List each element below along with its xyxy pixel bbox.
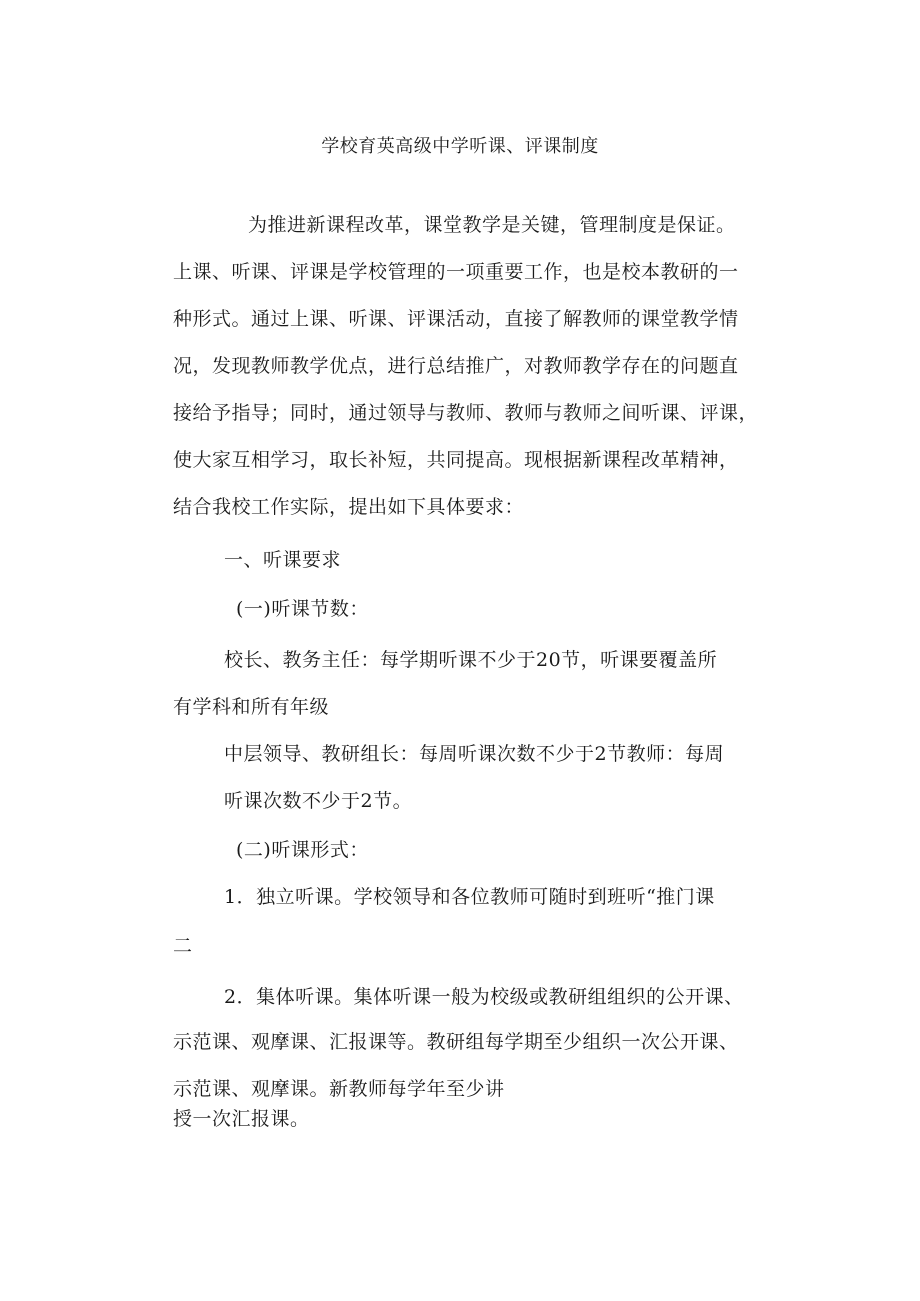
paragraph-line: 有学科和所有年级: [173, 696, 330, 718]
list-item-line: 1．独立听课。学校领导和各位教师可随时到班听“推门课: [224, 886, 715, 908]
intro-line: 上课、听课、评课是学校管理的一项重要工作，也是校本教研的一: [173, 261, 739, 283]
intro-line: 结合我校工作实际，提出如下具体要求：: [173, 496, 525, 518]
list-item-line: 示范课、观摩课。新教师每学年至少讲: [173, 1078, 505, 1100]
subsection-heading: (二)听课形式：: [236, 839, 369, 861]
list-item-line: 2．集体听课。集体听课一般为校级或教研组组织的公开课、: [224, 986, 744, 1008]
paragraph-line: 中层领导、教研组长：每周听课次数不少于2节教师：每周: [224, 743, 725, 765]
intro-line: 使大家互相学习，取长补短，共同提高。现根据新课程改革精神，: [173, 449, 739, 471]
subsection-heading: (一)听课节数：: [236, 598, 369, 620]
section-heading: 一、听课要求: [224, 549, 342, 571]
paragraph-line: 校长、教务主任：每学期听课不少于20节，听课要覆盖所: [224, 649, 718, 671]
intro-line: 为推进新课程改革，课堂教学是关键，管理制度是保证。: [248, 214, 736, 236]
list-item-line: 授一次汇报课。: [173, 1108, 310, 1130]
intro-line: 种形式。通过上课、听课、评课活动，直接了解教师的课堂教学情: [173, 308, 739, 330]
document-title: 学校育英高级中学听课、评课制度: [321, 136, 599, 157]
intro-line: 况，发现教师教学优点，进行总结推广，对教师教学存在的问题直: [173, 355, 739, 377]
paragraph-line: 听课次数不少于2节。: [224, 790, 413, 812]
list-item-line: 示范课、观摩课、汇报课等。教研组每学期至少组织一次公开课、: [173, 1031, 739, 1053]
list-item-line: 二: [173, 935, 193, 957]
intro-line: 接给予指导；同时，通过领导与教师、教师与教师之间听课、评课，: [173, 402, 759, 424]
